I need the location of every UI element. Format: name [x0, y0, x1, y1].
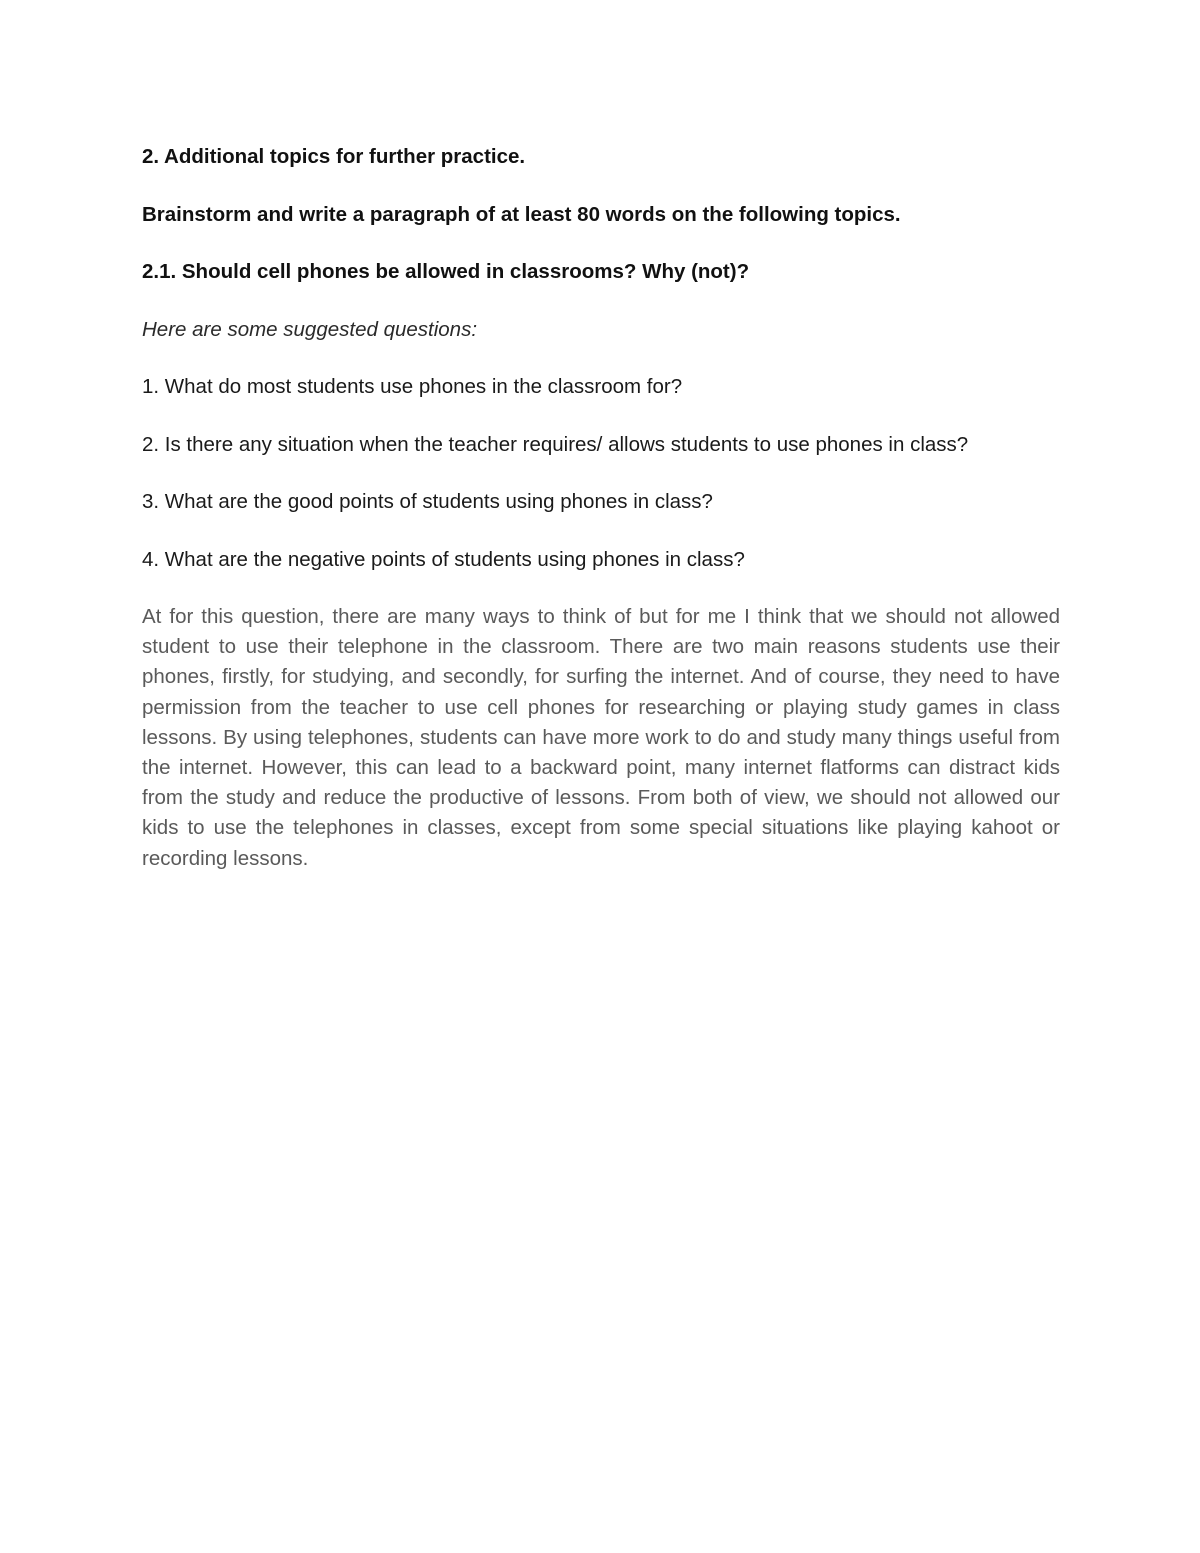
section-heading: 2. Additional topics for further practice.	[142, 145, 526, 168]
question-item: 1. What do most students use phones in the classroom for?	[142, 375, 683, 398]
instruction-text: Brainstorm and write a paragraph of at least 80 words on the following topics.	[142, 202, 901, 226]
question-item: 4. What are the negative points of students using phones in class?	[142, 547, 745, 571]
suggested-questions-label: Here are some suggested questions:	[142, 317, 478, 341]
question-item: 2. Is there any situation when the teacher requires/ allows students to use phones in class?	[142, 432, 969, 456]
question-item: 3. What are the good points of students using phones in class?	[142, 490, 713, 513]
document-content	[142, 142, 1060, 874]
answer-paragraph: At for this question, there are many ways to think of but for me I think that we should not allowed student to use their telephone in the classroom. There are two main reasons students use their phones, firstly, for studying, and secondly, for surfing the internet. And of course, they need to have permission from the teacher to use cell phones for researching or playing study games in class lessons. By using telephones, students can have more work to do and study many things useful from the internet. However, this can lead to a backward point, many internet flatforms can distract kids from the study and reduce the productive of lessons. From both of view, we should not allowed our kids to use the telephones in classes, except from some special situations like playing kahoot or recording lessons.	[142, 605, 1060, 870]
topic-title: 2.1. Should cell phones be allowed in classrooms? Why (not)?	[142, 260, 750, 283]
